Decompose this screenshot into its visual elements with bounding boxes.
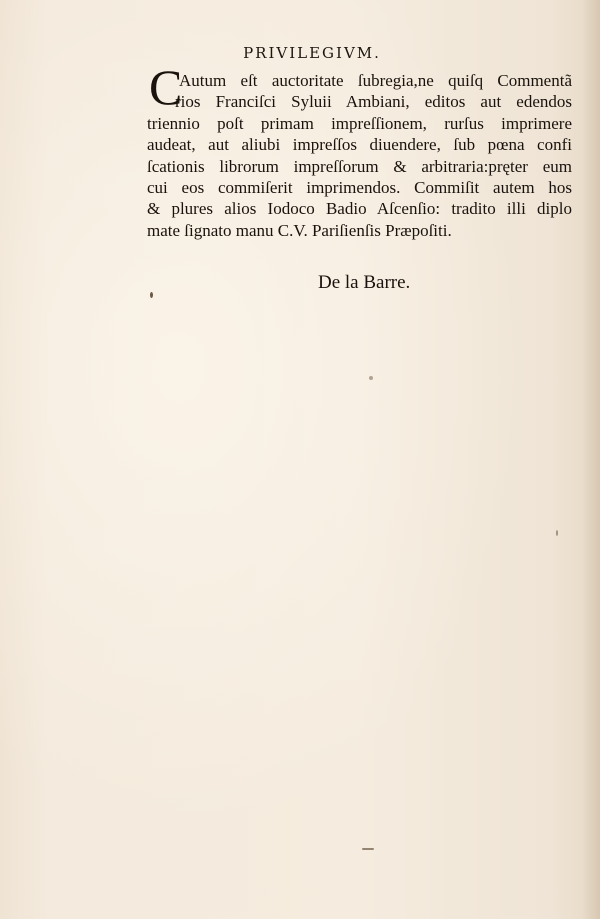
text-line-2: rios Franciſci Syluii Ambiani, editos aut edendos (175, 92, 572, 112)
text-line-7: & plures alios Iodoco Badio Aſcenſio: tradito illi diplo (147, 199, 572, 219)
page-edge-shadow (582, 0, 600, 919)
drop-cap-letter: C (149, 59, 183, 115)
paper-speck (369, 376, 373, 380)
text-line-8: mate ſignato manu C.V. Pariſienſis Præpoſiti. (147, 220, 452, 240)
text-line-6: cui eos commiſerit imprimendos. Commiſit autem hos (147, 177, 572, 197)
paper-speck (556, 530, 558, 536)
signature-line: De la Barre. (318, 272, 411, 293)
page-heading (0, 44, 600, 62)
text-line-4: audeat, aut aliubi impreſſos diuendere, ſub pœna confi (147, 135, 572, 155)
show-through-bleed (80, 420, 580, 740)
privilege-text-block (147, 70, 572, 241)
paper-speck (150, 292, 153, 298)
text-line-1: Autum eſt auctoritate ſubregia,ne quiſq Commentã (179, 71, 572, 90)
text-line-5: ſcationis librorum impreſſorum & arbitraria:pręter eum (147, 156, 572, 176)
heading-text: PRIVILEGIVM. (243, 44, 381, 62)
text-line-3: triennio poſt primam impreſſionem, rurſus imprimere (147, 113, 572, 133)
paper-speck (362, 848, 374, 850)
